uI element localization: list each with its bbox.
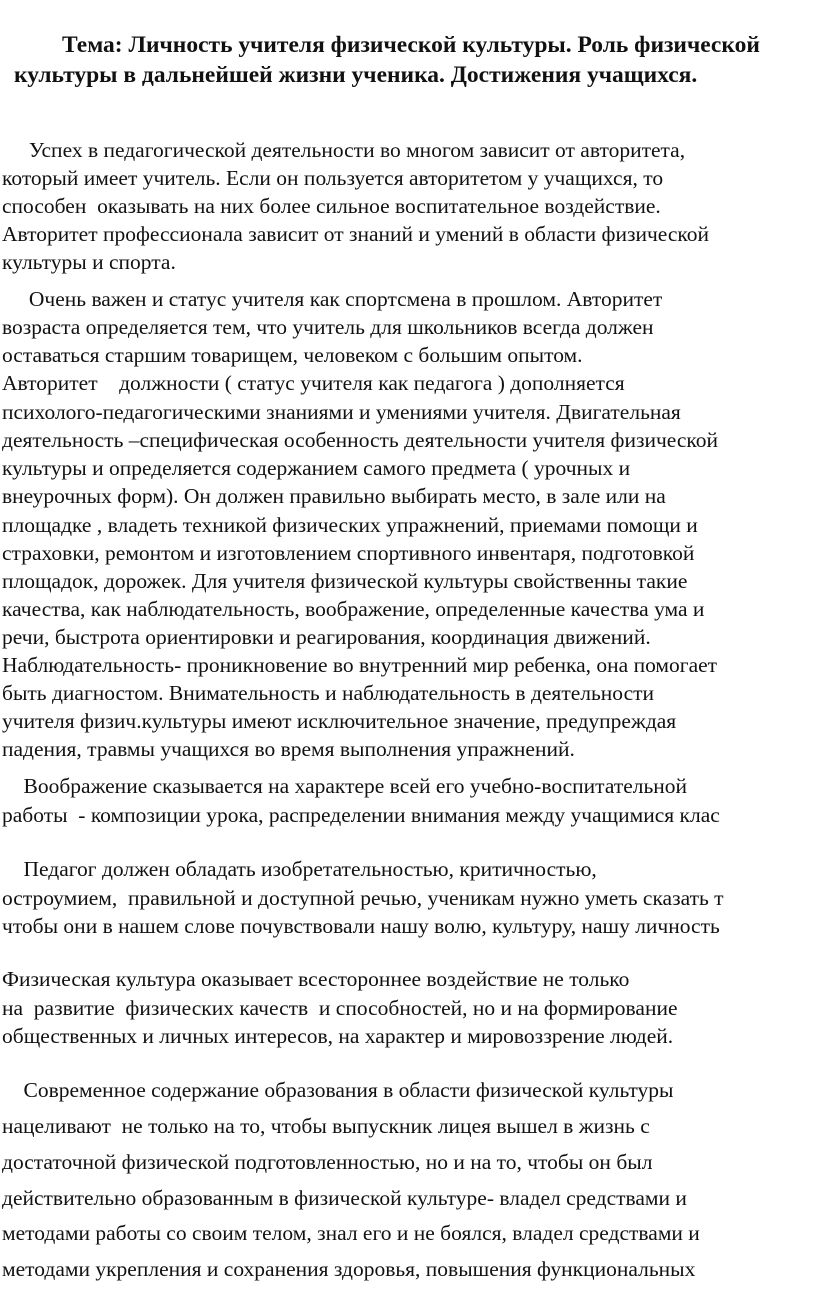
text-line: оставаться старшим товарищем, человеком с большим опытом. bbox=[2, 343, 583, 367]
document-title bbox=[14, 30, 814, 90]
text-line: чтобы они в нашем слове почувствовали нашу волю, культуру, нашу личность bbox=[2, 914, 720, 938]
text-line: страховки, ремонтом и изготовлением спортивного инвентаря, подготовкой bbox=[2, 541, 695, 565]
text-line: способен оказывать на них более сильное воспитательное воздействие. bbox=[2, 194, 661, 218]
text-line: достаточной физической подготовленностью, но и на то, чтобы он был bbox=[2, 1150, 653, 1174]
text-line: учителя физич.культуры имеют исключительное значение, предупреждая bbox=[2, 709, 677, 733]
text-line: который имеет учитель. Если он пользуется авторитетом у учащихся, то bbox=[2, 166, 664, 190]
text-line: Современное содержание образования в области физической культуры bbox=[2, 1078, 674, 1102]
text-line: падения, травмы учащихся во время выполнения упражнений. bbox=[2, 737, 575, 761]
text-line: качества, как наблюдательность, воображение, определенные качества ума и bbox=[2, 597, 705, 621]
text-line: на развитие физических качеств и способностей, но и на формирование bbox=[2, 996, 678, 1020]
text-line: методами работы со своим телом, знал его и не боялся, владел средствами и bbox=[2, 1221, 700, 1245]
text-line: речи, быстрота ориентировки и реагирования, координация движений. bbox=[2, 625, 651, 649]
text-line: возраста определяется тем, что учитель для школьников всегда должен bbox=[2, 315, 654, 339]
text-line: Наблюдательность- проникновение во внутренний мир ребенка, она помогает bbox=[2, 653, 718, 677]
text-line: работы - композиции урока, распределении внимания между учащимися клас bbox=[2, 803, 720, 827]
text-line: методами укрепления и сохранения здоровья, повышения функциональных bbox=[2, 1257, 696, 1281]
text-line: Очень важен и статус учителя как спортсмена в прошлом. Авторитет bbox=[2, 287, 663, 311]
text-line: площадок, дорожек. Для учителя физической культуры свойственны такие bbox=[2, 569, 688, 593]
title-line: Тема: Личность учителя физической культуры. Роль физической bbox=[62, 32, 760, 58]
text-line: деятельность –специфическая особенность деятельности учителя физической bbox=[2, 428, 719, 452]
text-line: Педагог должен обладать изобретательностью, критичностью, bbox=[2, 857, 597, 881]
text-line: Авторитет профессионала зависит от знаний и умений в области физической bbox=[2, 222, 710, 246]
text-line: Авторитет должности ( статус учителя как педагога ) дополняется bbox=[2, 371, 625, 395]
text-line: действительно образованным в физической культуре- владел средствами и bbox=[2, 1186, 687, 1210]
text-line: психолого-педагогическими знаниями и умениями учителя. Двигательная bbox=[2, 400, 681, 424]
text-line: Физическая культура оказывает всестороннее воздействие не только bbox=[2, 967, 630, 991]
text-line: быть диагностом. Внимательность и наблюдательность в деятельности bbox=[2, 681, 655, 705]
text-line: внеурочных форм). Он должен правильно выбирать место, в зале или на bbox=[2, 484, 666, 508]
text-line: общественных и личных интересов, на характер и мировоззрение людей. bbox=[2, 1024, 674, 1048]
text-line: культуры и определяется содержанием самого предмета ( урочных и bbox=[2, 456, 631, 480]
text-line: нацеливают не только на то, чтобы выпускник лицея вышел в жизнь с bbox=[2, 1114, 650, 1138]
text-line: культуры и спорта. bbox=[2, 250, 176, 274]
title-line: культуры в дальнейшей жизни ученика. Достижения учащихся. bbox=[14, 62, 698, 88]
text-line: площадке , владеть техникой физических упражнений, приемами помощи и bbox=[2, 513, 698, 537]
text-line: Воображение сказывается на характере всей его учебно-воспитательной bbox=[2, 774, 688, 798]
text-line: Успех в педагогической деятельности во многом зависит от авторитета, bbox=[2, 138, 686, 162]
text-line: остроумием, правильной и доступной речью, ученикам нужно уметь сказать т bbox=[2, 886, 724, 910]
